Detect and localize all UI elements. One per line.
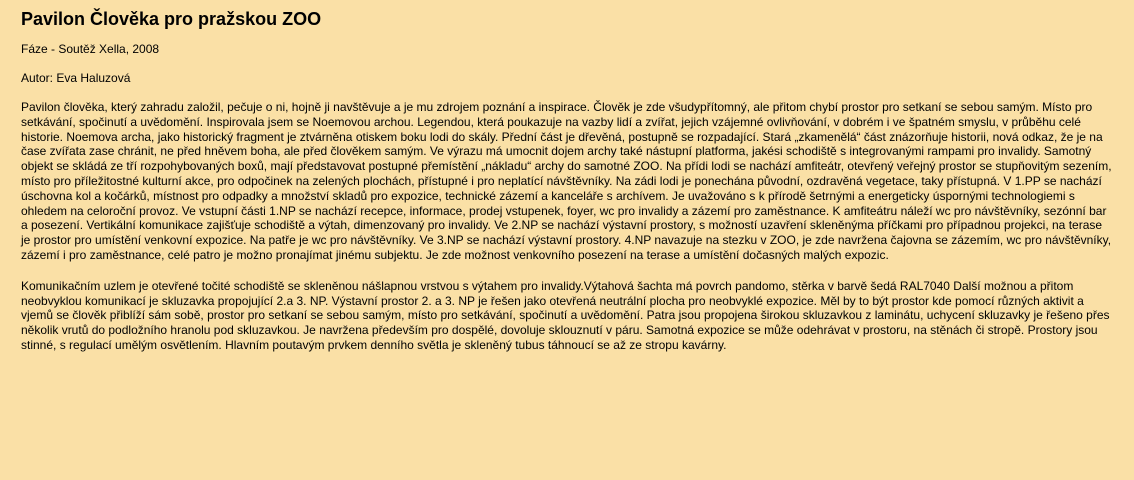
project-author: Autor: Eva Haluzová: [21, 71, 131, 85]
description-paragraph: Pavilon člověka, který zahradu založil, pečuje o ni, hojně ji navštěvuje a je mu zdrojem poznání a inspirace. Člověk je zde všudypřítomný, ale přitom chybí prostor pro setkaní se sebou samým. Místo pro setkávání, spočinutí a uvědomění. Inspirovala jsem se Noemovou archou. Legendou, která poukazuje na vazby lidí a zvířat, jejich vzájemné ovlivňování, v dobrém i ve špatném smyslu, v průběhu celé historie. Noemova archa, jako historický fragment je ztvárněna otiskem boku lodi do skály. Přední část je dřevěná, postupně se rozpadající. Stará „zkamenělá“ část znázorňuje historii, nová odkaz, že je na čase zvířata zase chránit, ne před hněvem boha, ale před člověkem samým. Ve výrazu má umocnit dojem archy také nástupní platforma, jakési schodiště s integrovanými rampami pro invalidy. Samotný objekt se skládá ze tří rozpohybovaných boxů, mají představovat postupné přemístění „nákladu“ archy do samotné ZOO. Na přídi lodi se nachází amfiteátr, otevřený veřejný prostor se stupňovitým sezením, místo pro příležitostné kulturní akce, pro odpočinek na zelených plochách, přístupné i pro neplatící návštěvníky. Na zádi lodi je ponechána původní, ozdravěná vegetace, taky přístupná. V 1.PP se nachází úschovna kol a kočárků, místnost pro odpadky a množství skladů pro expozice, technické zázemí a kanceláře s archívem. Je uvažováno s k přírodě šetrnými a energeticky úspornými technologiemi s ohledem na celoroční provoz. Ve vstupní části 1.NP se nachází recepce, informace, prodej vstupenek, foyer, wc pro invalidy a zázemí pro zaměstnance. K amfiteátru náleží wc pro návštěvníky, sezónní bar a posezení. Vertikální komunikace zajišťuje schodiště a výtah, dimenzovaný pro invalidy. Ve 2.NP se nachází výstavní prostory, s možností uzavření skleněnýma příčkami pro případnou projekci, na terase je prostor pro umístění venkovní expozice. Na patře je wc pro návštěvníky. Ve 3.NP se nachází výstavní prostory. 4.NP navazuje na stezku v ZOO, je zde navržena čajovna se zázemím, wc pro návštěvníky, zázemí i pro zaměstnance, celé patro je možno pronajímat jinému subjektu. Je zde možnost venkovního posezení na terase a umístění dočasných malých expozic.: [21, 100, 1112, 262]
communication-paragraph: Komunikačním uzlem je otevřené točité schodiště se skleněnou nášlapnou vrstvou s výtahem pro invalidy.Výtahová šachta má povrch pandomo, stěrka v barvě šedá RAL7040 Další možnou a přitom neobvyklou komunikací je skluzavka propojující 2.a 3. NP. Výstavní prostor 2. a 3. NP je řešen jako otevřená neutrální plocha pro neobvyklé expozice. Měl by to být prostor kde pomocí různých aktivit a vjemů se člověk přiblíží sám sobě, prostor pro setkaní se sebou samým, místo pro setkávání, spočinutí a uvědomění. Patra jsou propojena širokou skluzavkou z laminátu, uchycení skluzavky je řešeno přes několik vrutů do podložního hranolu pod skluzavkou. Je navržena především pro dospělé, dovoluje sklouznutí v páru. Samotná expozice se může odehrávat v prostoru, na stěnách či stropě. Prostory jsou stinné, s regulací umělým osvětlením. Hlavním poutavým prvkem denního světla je skleněný tubus táhnoucí se až ze stropu kavárny.: [21, 278, 1110, 352]
document-page: [21, 8, 1112, 353]
page-title: Pavilon Člověka pro pražskou ZOO: [21, 9, 322, 29]
project-phase: Fáze - Soutěž Xella, 2008: [21, 42, 160, 56]
